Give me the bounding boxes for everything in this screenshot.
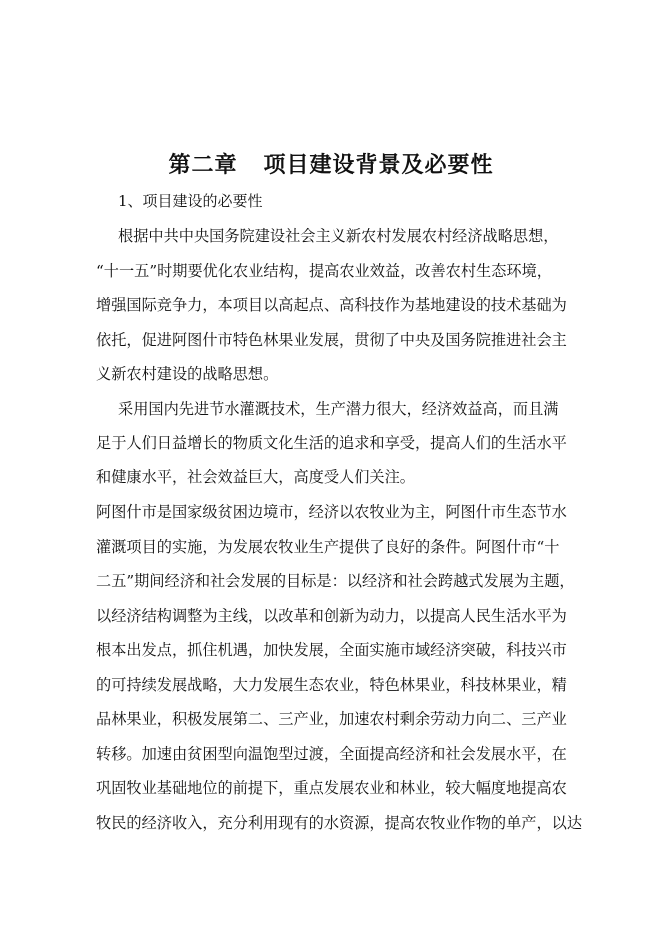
paragraph-1-line-1: 根据中共中央国务院建设社会主义新农村发展农村经济战略思想，	[118, 227, 559, 245]
paragraph-1-line-2: “十一五”时期要优化农业结构，提高农业效益，改善农村生态环境，	[96, 262, 552, 280]
paragraph-3-line-2: 灌溉项目的实施，为发展农牧业生产提供了良好的条件。阿图什市“十	[96, 538, 560, 556]
paragraph-3-line-8: 转移。加速由贫困型向温饱型过渡，全面提高经济和社会发展水平，在	[96, 745, 567, 763]
paragraph-3-line-10: 牧民的经济收入，充分利用现有的水资源，提高农牧业作物的单产，以达	[96, 814, 582, 832]
title-text: 项目建设背景及必要性	[263, 152, 494, 178]
paragraph-3-line-9: 巩固牧业基础地位的前提下，重点发展农业和林业，较大幅度地提高农	[96, 779, 567, 797]
paragraph-3-line-7: 品林果业，积极发展第二、三产业，加速农村剩余劳动力向二、三产业	[96, 710, 567, 728]
paragraph-1-line-3: 增强国际竞争力，本项目以高起点、高科技作为基地建设的技术基础为	[96, 296, 567, 314]
paragraph-3-line-5: 根本出发点，抓住机遇，加快发展，全面实施市域经济突破，科技兴市	[96, 641, 567, 659]
paragraph-2-line-2: 足于人们日益增长的物质文化生活的追求和享受，提高人们的生活水平	[96, 434, 567, 452]
paragraph-2-line-1: 采用国内先进节水灌溉技术，生产潜力很大，经济效益高，而且满	[118, 400, 559, 418]
paragraph-1-line-4: 依托，促进阿图什市特色林果业发展，贯彻了中央及国务院推进社会主	[96, 331, 567, 349]
title-chapter: 第二章	[168, 152, 238, 178]
paragraph-2-line-3: 和健康水平，社会效益巨大，高度受人们关注。	[96, 468, 415, 486]
page-title	[0, 148, 662, 179]
section-heading: 1、项目建设的必要性	[118, 192, 263, 210]
paragraph-3-line-6: 的可持续发展战略，大力发展生态农业，特色林果业，科技林果业，精	[96, 676, 567, 694]
paragraph-1-line-5: 义新农村建设的战略思想。	[96, 365, 279, 383]
paragraph-3-line-1: 阿图什市是国家级贫困边境市，经济以农牧业为主，阿图什市生态节水	[96, 503, 567, 521]
paragraph-3-line-4: 以经济结构调整为主线，以改革和创新为动力，以提高人民生活水平为	[96, 607, 567, 625]
paragraph-3-line-3: 二五”期间经济和社会发展的目标是：以经济和社会跨越式发展为主题，	[96, 572, 575, 590]
